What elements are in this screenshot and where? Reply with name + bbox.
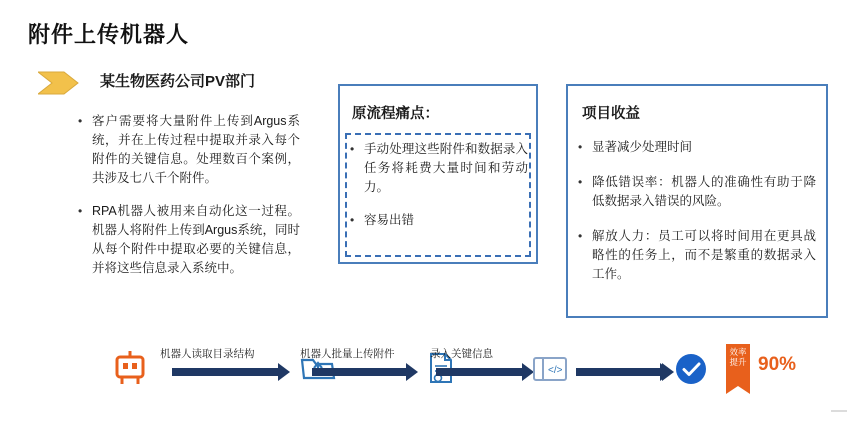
flow-arrow-2 [312, 368, 408, 376]
list-item-text: 降低错误率：机器人的准确性有助于降低数据录入错误的风险。 [592, 175, 816, 208]
list-item-text: 客户需要将大量附件上传到Argus系统，并在上传过程中提取并录入每个附件的关键信息。处理数百个案例，共涉及七八千个附件。 [92, 114, 300, 185]
flow-arrow-5 [634, 368, 664, 376]
list-item [350, 140, 528, 197]
list-item-text: RPA机器人被用来自动化这一过程。机器人将附件上传到Argus系统，同时从每个附件中提取必要的关键信息，并将这些信息录入系统中。 [92, 204, 300, 275]
list-item [578, 138, 816, 157]
bullet-dot-icon: • [78, 114, 83, 128]
process-flow [0, 330, 855, 400]
bullet-dot-icon: • [578, 175, 583, 189]
flow-arrow-1 [172, 368, 280, 376]
list-item-text: 显著减少处理时间 [592, 140, 693, 154]
benefits-list [578, 138, 816, 300]
result-percent: 90% [758, 354, 797, 375]
subtitle: 某生物医药公司PV部门 [100, 73, 256, 90]
bullet-dot-icon: • [578, 229, 583, 243]
pain-points-list [350, 140, 528, 244]
flow-label-3: 录入关键信息 [430, 348, 493, 360]
flow-label-2: 机器人批量上传附件 [300, 348, 395, 360]
efficiency-ribbon: 效率提升 [726, 344, 750, 386]
flow-label-1: 机器人读取目录结构 [160, 348, 255, 360]
list-item [78, 112, 300, 188]
bullet-dot-icon: • [350, 213, 355, 227]
pain-points-title: 原流程痛点： [352, 106, 439, 122]
list-item-text: 容易出错 [364, 213, 415, 227]
list-item [78, 202, 300, 278]
chevron-right-icon [38, 70, 84, 96]
flow-arrow-3 [436, 368, 524, 376]
page-title: 附件上传机器人 [28, 22, 190, 47]
bullet-dot-icon: • [578, 140, 583, 154]
list-item-text: 解放人力：员工可以将时间用在更具战略性的任务上，而不是繁重的数据录入工作。 [592, 229, 816, 281]
bullet-dot-icon: • [350, 142, 355, 156]
bullet-dot-icon: • [78, 204, 83, 218]
corner-decoration [831, 405, 847, 415]
list-item [578, 173, 816, 211]
list-item-text: 手动处理这些附件和数据录入任务将耗费大量时间和劳动力。 [364, 142, 528, 194]
robot-icon [110, 348, 150, 388]
list-item [578, 227, 816, 284]
list-item [350, 211, 528, 230]
code-window-icon [530, 348, 570, 388]
svg-text:</>: </> [548, 365, 563, 376]
benefits-title: 项目收益 [582, 106, 640, 122]
left-bullet-list [78, 112, 300, 292]
check-badge-icon [672, 350, 712, 390]
